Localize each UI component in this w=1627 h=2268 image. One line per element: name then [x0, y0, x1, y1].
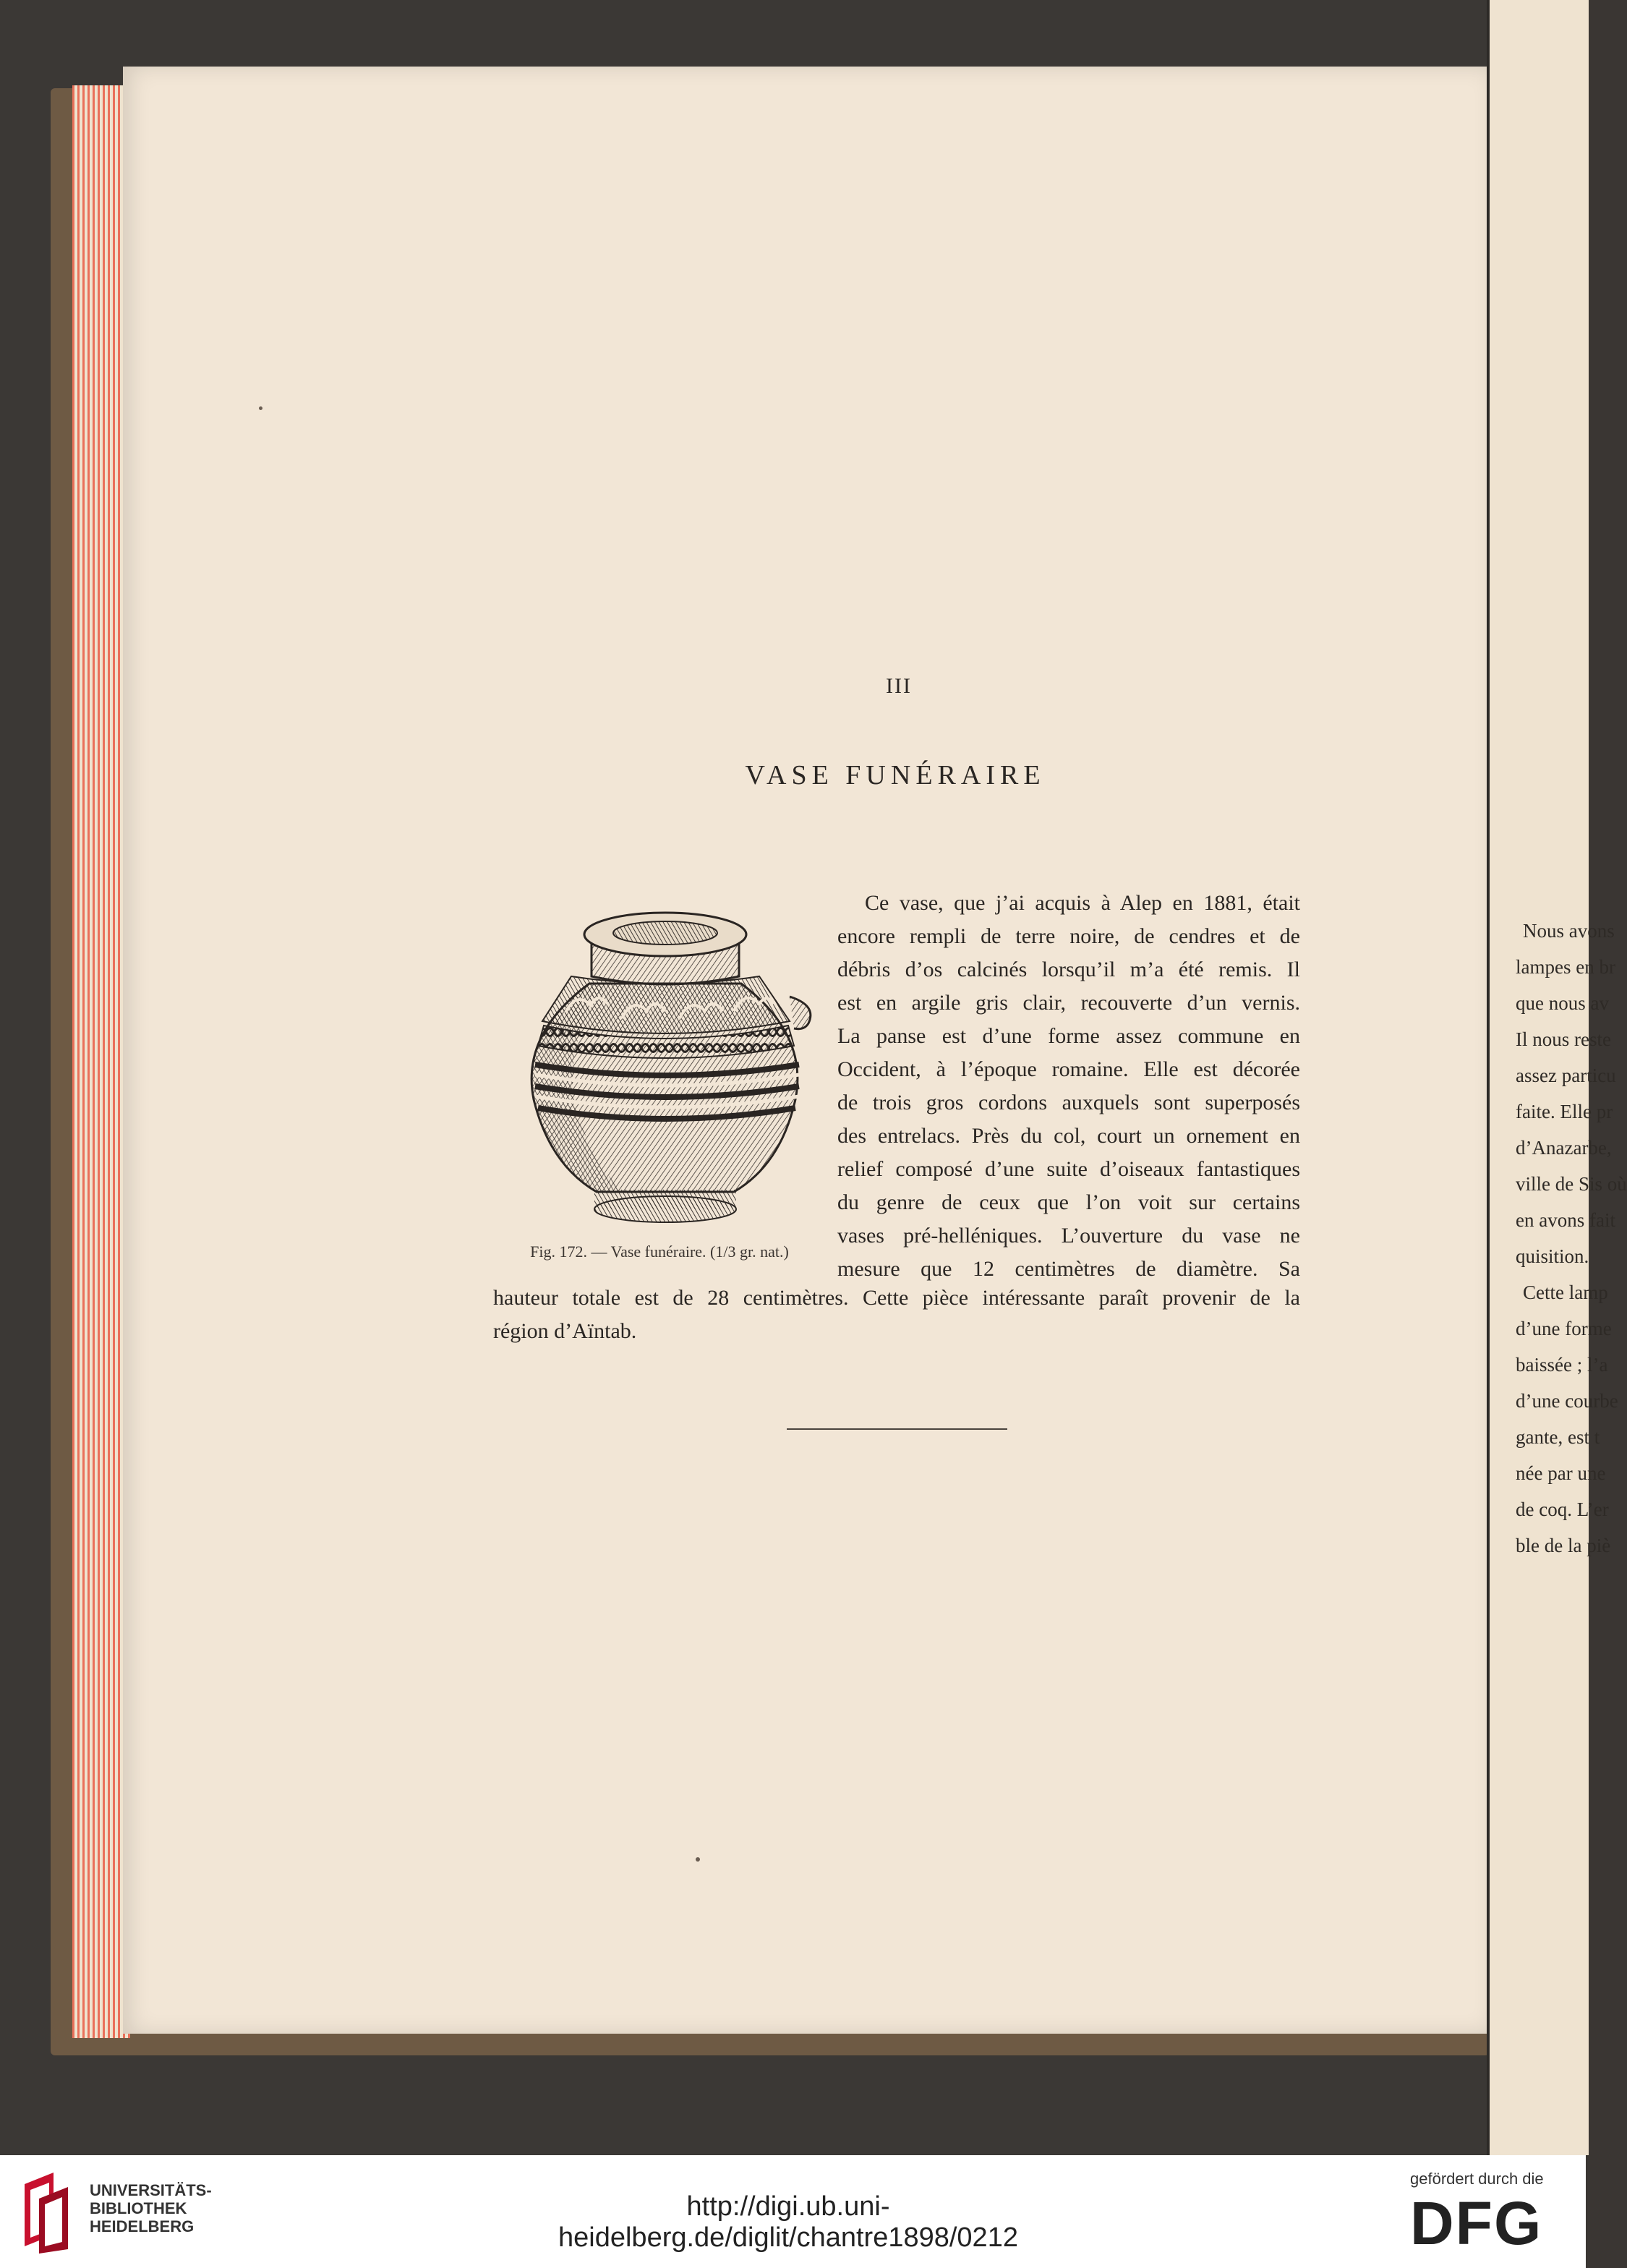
chapter-number: III — [886, 674, 912, 698]
paragraph-line: Occident, à l’époque romaine. Elle est décorée — [837, 1057, 1300, 1081]
sponsor-label: gefördert durch die — [1410, 2170, 1544, 2188]
next-page-line: Cette lamp — [1523, 1282, 1608, 1303]
next-page-line: Il nous reste — [1516, 1028, 1611, 1050]
paragraph-line: de trois gros cordons auxquels sont superposés — [837, 1091, 1300, 1114]
paragraph-line: des entrelacs. Près du col, court un ornement en — [837, 1124, 1300, 1148]
paragraph-line: encore rempli de terre noire, de cendres et de — [837, 924, 1300, 948]
library-name-line: BIBLIOTHEK — [90, 2199, 187, 2217]
next-page-line: d’une courbe — [1516, 1390, 1618, 1412]
next-page-line: faite. Elle pr — [1516, 1101, 1613, 1122]
figure-caption: Fig. 172. — Vase funéraire. (1/3 gr. nat.) — [530, 1242, 789, 1261]
paragraph-line: vases pré-helléniques. L’ouverture du vase ne — [837, 1224, 1300, 1248]
dfg-logo[interactable]: DFG — [1410, 2189, 1543, 2257]
next-page-line: que nous av — [1516, 992, 1609, 1014]
viewer-footer — [0, 2155, 1586, 2268]
next-page-line: ville de Sis où — [1516, 1173, 1627, 1195]
figure-vase — [506, 897, 824, 1229]
paragraph-line: débris d’os calcinés lorsqu’il m’a été remis. Il — [837, 958, 1300, 981]
next-page-line: Nous avons — [1523, 920, 1615, 942]
chapter-title: VASE FUNÉRAIRE — [745, 760, 1046, 790]
paragraph-line: est en argile gris clair, recouverte d’un vernis. — [837, 991, 1300, 1015]
paragraph-line: hauteur totale est de 28 centimètres. Cette pièce intéressante paraît provenir de la — [493, 1286, 1300, 1310]
paper-speck — [696, 1857, 700, 1862]
permalink-url[interactable]: http://digi.ub.uni-heidelberg.de/diglit/chantre1898/0212 — [558, 2191, 1018, 2253]
heidelberg-library-logo-icon[interactable] — [17, 2170, 78, 2254]
paragraph-line: relief composé d’une suite d’oiseaux fantastiques — [837, 1157, 1300, 1181]
page-edges — [72, 85, 130, 2038]
next-page-line: en avons fait — [1516, 1209, 1615, 1231]
paragraph-line: Ce vase, que j’ai acquis à Alep en 1881, était — [865, 891, 1300, 915]
paper-speck — [259, 406, 262, 410]
next-page-line: de coq. L’er — [1516, 1498, 1609, 1520]
next-page-line: gante, est t — [1516, 1426, 1600, 1448]
body-paragraph-wide — [493, 1286, 1300, 1351]
paragraph-line: mesure que 12 centimètres de diamètre. Sa — [837, 1257, 1300, 1281]
next-page-line: quisition. — [1516, 1245, 1589, 1267]
library-name-line: HEIDELBERG — [90, 2217, 195, 2235]
library-name-line: UNIVERSITÄTS- — [90, 2181, 212, 2199]
next-page-line: d’une forme — [1516, 1318, 1612, 1339]
body-paragraph-narrow — [837, 891, 1300, 1282]
next-page-line: assez particu — [1516, 1065, 1616, 1086]
next-page-edge — [1487, 0, 1627, 2155]
paragraph-line: La panse est d’une forme assez commune en — [837, 1024, 1300, 1048]
next-page-line: baissée ; l’a — [1516, 1354, 1608, 1376]
next-page-line: ble de la piè — [1516, 1535, 1611, 1556]
funerary-vase-engraving-icon — [506, 897, 824, 1229]
section-rule — [787, 1428, 1007, 1430]
paragraph-line: région d’Aïntab. — [493, 1319, 637, 1343]
paragraph-line: du genre de ceux que l’on voit sur certains — [837, 1190, 1300, 1214]
next-page-line: née par une — [1516, 1462, 1606, 1484]
next-page-line: d’Anazarbe, — [1516, 1137, 1612, 1159]
library-name — [90, 2181, 212, 2235]
next-page-line: lampes en br — [1516, 956, 1615, 978]
